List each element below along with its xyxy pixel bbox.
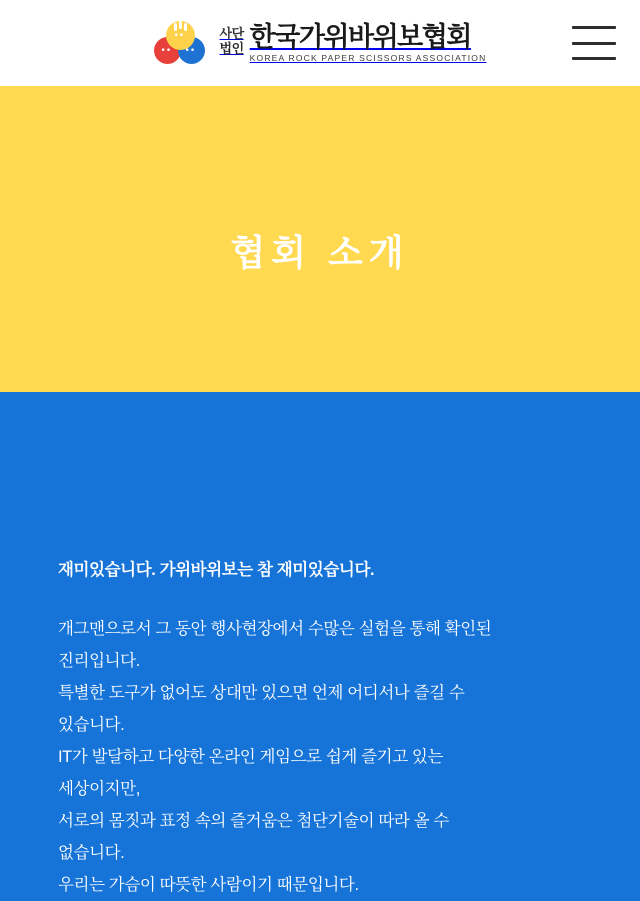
intro-line: 개그맨으로서 그 동안 행사현장에서 수많은 실험을 통해 확인된: [58, 620, 492, 638]
logo-corp-line1: 사단: [219, 26, 244, 41]
logo-face-yellow: ••: [173, 31, 185, 41]
logo-finger-2: [179, 21, 182, 29]
rps-circles-logo-icon: [154, 19, 212, 67]
logo-corp-prefix: [220, 22, 244, 56]
intro-line: IT가 발달하고 다양한 온라인 게임으로 쉽게 즐기고 있는: [58, 748, 444, 766]
logo-corp-line2: 법인: [219, 41, 244, 56]
page-title: 협회 소개: [230, 232, 410, 273]
logo-text: [220, 22, 487, 64]
intro-line: 우리는 가슴이 따뜻한 사람이기 때문입니다.: [58, 876, 359, 894]
menu-bar-1: [572, 26, 616, 29]
intro-section: [0, 392, 640, 901]
intro-line: 서로의 몸짓과 표정 속의 즐거움은 첨단기술이 따라 올 수: [58, 812, 449, 830]
logo-face-red: ••: [160, 46, 172, 56]
intro-line: 없습니다.: [58, 844, 125, 862]
site-logo-link[interactable]: [154, 19, 487, 67]
logo-finger-1: [174, 23, 177, 31]
menu-bar-2: [572, 42, 616, 45]
logo-name-kr: 한국가위바위보협회: [249, 22, 471, 52]
intro-line: 진리입니다.: [58, 652, 140, 670]
logo-main-text: [250, 22, 487, 64]
intro-lead: 재미있습니다. 가위바위보는 참 재미있습니다.: [58, 561, 375, 579]
hero-banner: [0, 86, 640, 392]
hamburger-menu-icon[interactable]: [572, 26, 616, 60]
logo-face-blue: ••: [184, 46, 196, 56]
intro-line: 특별한 도구가 없어도 상대만 있으면 언제 어디서나 즐길 수: [58, 684, 465, 702]
intro-line: 있습니다.: [58, 716, 125, 734]
intro-line: 세상이지만,: [58, 780, 140, 798]
intro-content: [58, 392, 582, 901]
menu-bar-3: [572, 57, 616, 60]
intro-paragraph: [58, 613, 582, 901]
logo-name-en: KOREA ROCK PAPER SCISSORS ASSOCIATION: [249, 53, 487, 63]
logo-finger-3: [184, 23, 187, 31]
site-header: [0, 0, 640, 86]
